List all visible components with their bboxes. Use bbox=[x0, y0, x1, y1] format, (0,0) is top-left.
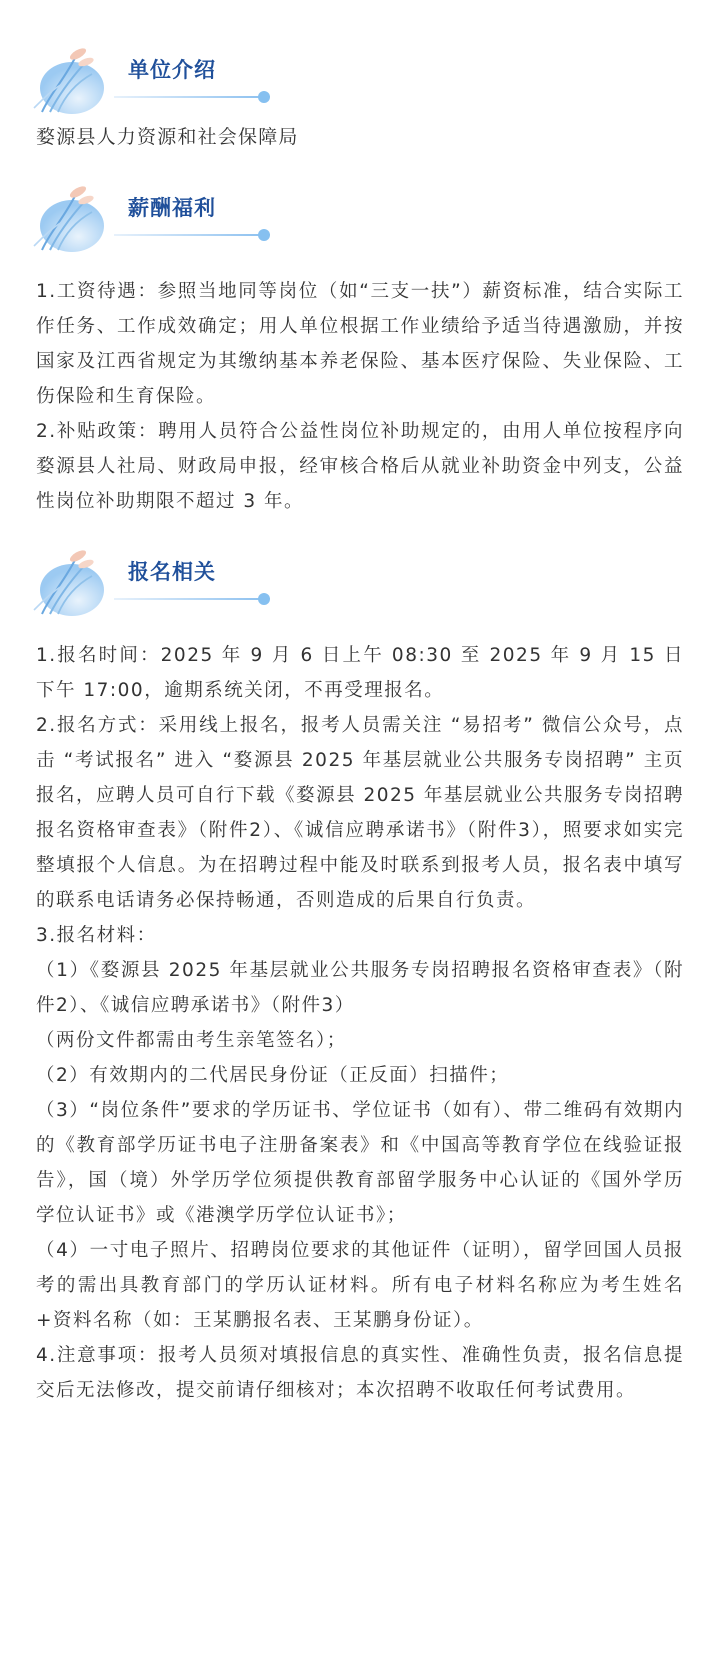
title-underline bbox=[114, 234, 260, 236]
signup-materials-heading: 3.报名材料： bbox=[36, 925, 157, 946]
reed-grass-icon bbox=[28, 182, 108, 254]
salary-text bbox=[36, 274, 684, 519]
reed-grass-icon bbox=[28, 44, 108, 116]
section-title: 薪酬福利 bbox=[128, 196, 216, 220]
title-underline-dot bbox=[258, 91, 270, 103]
section-title: 单位介绍 bbox=[128, 58, 216, 82]
signup-time: 1.报名时间：2025 年 9 月 6 日上午 08:30 至 2025 年 9 月 15 日下午 17:00，逾期系统关闭，不再受理报名。 bbox=[36, 645, 684, 701]
materials-item-3: （3）“岗位条件”要求的学历证书、学位证书（如有）、带二维码有效期内的《教育部学历证书电子注册备案表》和《中国高等教育学位在线验证报告》，国（境）外学历学位须提供教育部留学服务中心认证的《国外学历学位认证书》或《港澳学历学位认证书》； bbox=[36, 1100, 684, 1226]
materials-item-1-note: （两份文件都需由考生亲笔签名）； bbox=[36, 1030, 347, 1051]
title-underline bbox=[114, 598, 260, 600]
salary-paragraph-2: 2.补贴政策：聘用人员符合公益性岗位补助规定的，由用人单位按程序向婺源县人社局、财政局申报，经审核合格后从就业补助资金中列支，公益性岗位补助期限不超过 3 年。 bbox=[36, 421, 684, 512]
title-underline-dot bbox=[258, 229, 270, 241]
signup-notes: 4.注意事项：报考人员须对填报信息的真实性、准确性负责，报名信息提交后无法修改，提交前请仔细核对；本次招聘不收取任何考试费用。 bbox=[36, 1345, 684, 1401]
section-header-signup bbox=[28, 546, 328, 618]
signup-text bbox=[36, 638, 684, 1408]
unit-name: 婺源县人力资源和社会保障局 bbox=[36, 126, 299, 148]
title-underline bbox=[114, 96, 260, 98]
materials-item-4: （4）一寸电子照片、招聘岗位要求的其他证件（证明），留学回国人员报考的需出具教育部门的学历认证材料。所有电子材料名称应为考生姓名+资料名称（如：王某鹏报名表、王某鹏身份证）。 bbox=[36, 1240, 684, 1331]
salary-paragraph-1: 1.工资待遇：参照当地同等岗位（如“三支一扶”）薪资标准，结合实际工作任务、工作成效确定；用人单位根据工作业绩给予适当待遇激励，并按国家及江西省规定为其缴纳基本养老保险、基本医疗保险、失业保险、工伤保险和生育保险。 bbox=[36, 281, 684, 407]
materials-item-2: （2）有效期内的二代居民身份证（正反面）扫描件； bbox=[36, 1065, 510, 1086]
materials-item-1: （1）《婺源县 2025 年基层就业公共服务专岗招聘报名资格审查表》（附件2）、《诚信应聘承诺书》（附件3） bbox=[36, 960, 684, 1016]
unit-intro-text bbox=[36, 120, 684, 155]
section-header-unit bbox=[28, 44, 328, 116]
section-header-salary bbox=[28, 182, 328, 254]
reed-grass-icon bbox=[28, 546, 108, 618]
section-title: 报名相关 bbox=[128, 560, 216, 584]
signup-method: 2.报名方式：采用线上报名，报考人员需关注 “易招考” 微信公众号，点击 “考试报名” 进入 “婺源县 2025 年基层就业公共服务专岗招聘” 主页报名，应聘人员可自行下载《婺源县 2025 年基层就业公共服务专岗招聘报名资格审查表》（附件2）、《诚信应聘承诺书》（附件3），照要求如实完整填报个人信息。为在招聘过程中能及时联系到报考人员，报名表中填写的联系电话请务必保持畅通，否则造成的后果自行负责。 bbox=[36, 715, 684, 911]
title-underline-dot bbox=[258, 593, 270, 605]
